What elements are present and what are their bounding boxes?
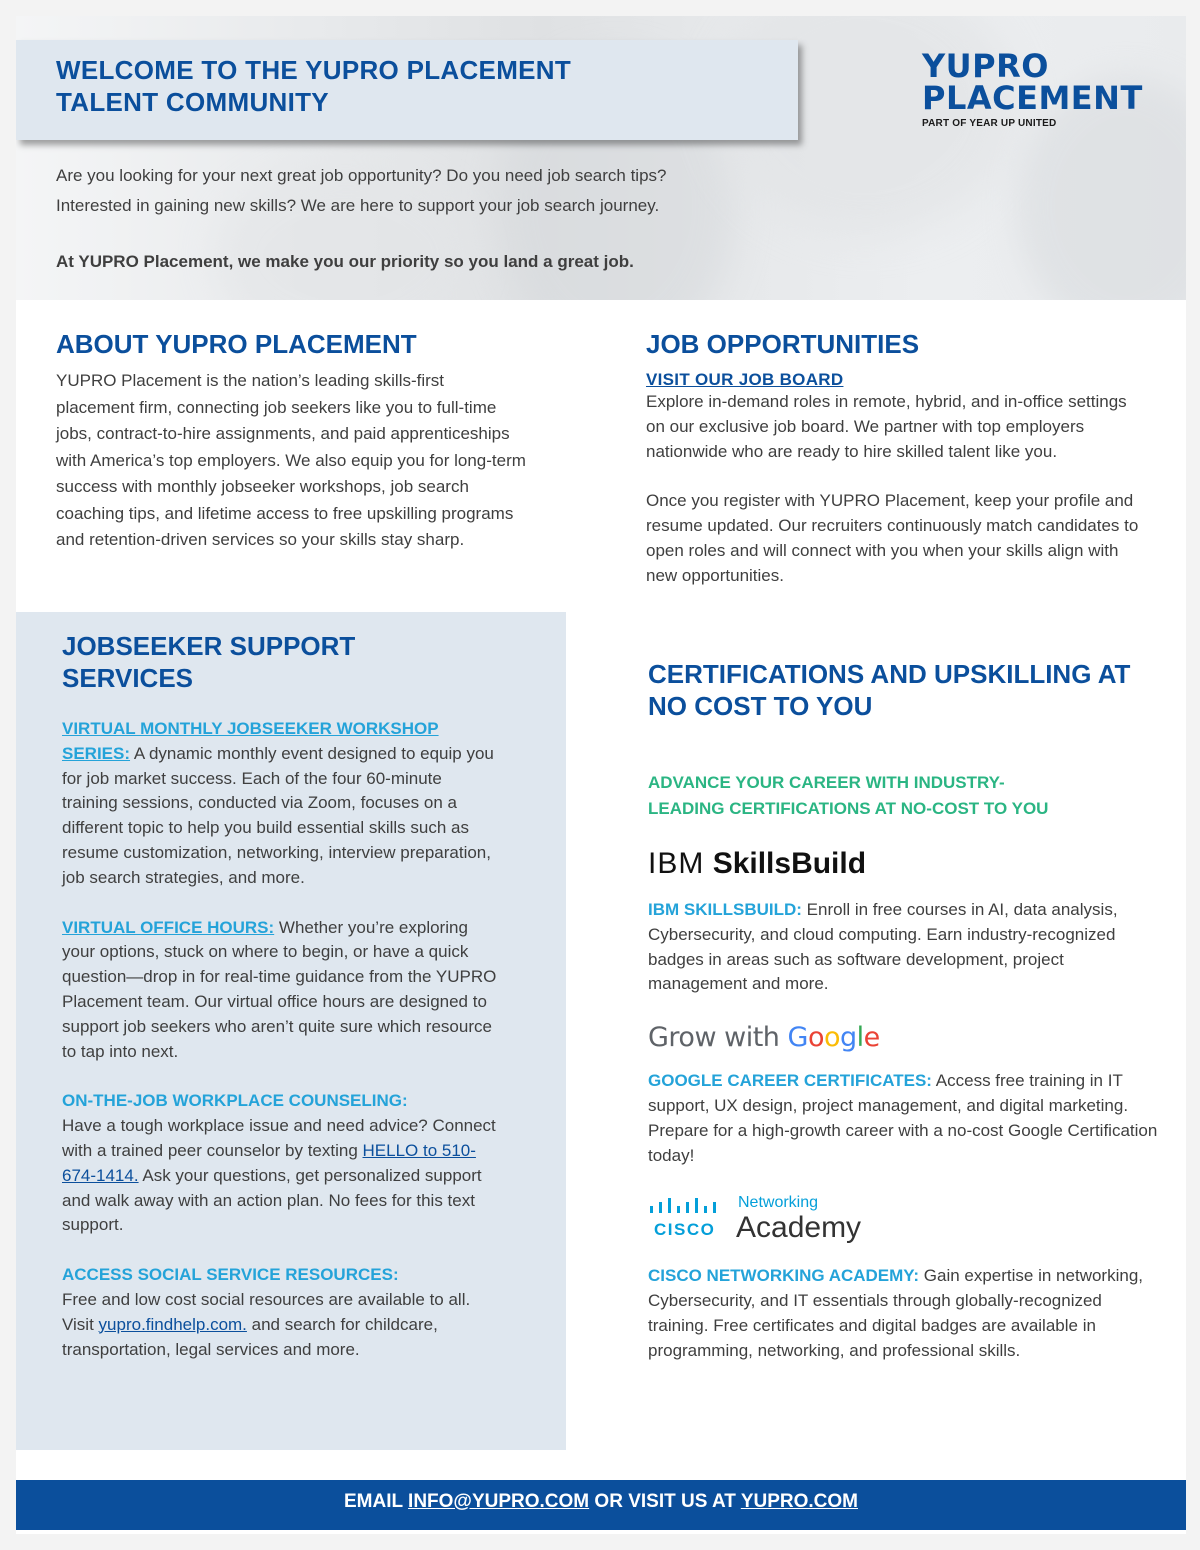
workshop-item: VIRTUAL MONTHLY JOBSEEKER WORKSHOP SERIES: A dynamic monthly event designed to equip you for job market success. Each of the four 60-minute training sessions, conducted via Zoom, focuses on a different topic to help you build essential skills such as resume customization, networking, interview preparation, job search strategies, and more. xyxy=(62,719,494,887)
page-title: WELCOME TO THE YUPRO PLACEMENT TALENT COMMUNITY xyxy=(56,55,572,117)
yupro-logo: YUPRO PLACEMENT PART OF YEAR UP UNITED xyxy=(922,50,1162,129)
google-item: GOOGLE CAREER CERTIFICATES: Access free training in IT support, UX design, project management, and digital marketing. Prepare for a high-growth career with a no-cost Google Certification today! xyxy=(648,1071,1158,1165)
intro-text: Are you looking for your next great job opportunity? Do you need job search tips? Interested in gaining new skills? We are here to support your job search journey. xyxy=(56,166,667,215)
cisco-bars-icon xyxy=(650,1198,726,1218)
jobs-heading: JOB OPPORTUNITIES xyxy=(646,329,920,359)
certs-heading: CERTIFICATIONS AND UPSKILLING AT NO COST TO YOU xyxy=(648,659,1131,721)
certs-subheading: ADVANCE YOUR CAREER WITH INDUSTRY- LEADING CERTIFICATIONS AT NO-COST TO YOU xyxy=(648,773,1049,818)
certifications-section xyxy=(648,658,1158,1364)
flyer-page xyxy=(16,16,1186,1534)
workshop-link[interactable]: VIRTUAL MONTHLY JOBSEEKER WORKSHOP SERIES: xyxy=(62,719,439,763)
office-hours-item: VIRTUAL OFFICE HOURS: Whether you’re exploring your options, stuck on where to begin, or have a quick question—drop in for real-time guidance from the YUPRO Placement team. Our virtual office hours are designed to support job seekers who aren’t quite sure which resource to tap into next. xyxy=(62,917,497,1061)
jobs-para-1: Explore in-demand roles in remote, hybrid, and in-office settings on our exclusive job board. We partner with top employers nationwide who are ready to hire skilled talent like you. xyxy=(646,392,1127,461)
priority-statement: At YUPRO Placement, we make you our priority so you land a great job. xyxy=(56,252,634,271)
cisco-item: CISCO NETWORKING ACADEMY: Gain expertise in networking, Cybersecurity, and IT essentials through globally-recognized training. Free certificates and digital badges are available in programming, networking, and professional skills. xyxy=(648,1266,1143,1360)
ibm-skillsbuild-logo: IBM SkillsBuild xyxy=(648,847,867,880)
counseling-item: ON-THE-JOB WORKPLACE COUNSELING: Have a tough workplace issue and need advice? Connect with a trained peer counselor by texting HELLO to 510-674-1414. Ask your questions, get personalized support and walk away with an action plan. No fees for this text support. xyxy=(62,1089,502,1238)
jobs-para-2: Once you register with YUPRO Placement, keep your profile and resume updated. Our recruiters continuously match candidates to open roles and will connect with you when your skills align with new opportunities. xyxy=(646,491,1139,585)
website-link[interactable]: YUPRO.COM xyxy=(740,1491,858,1512)
about-heading: ABOUT YUPRO PLACEMENT xyxy=(56,329,417,359)
support-heading: JOBSEEKER SUPPORT SERVICES xyxy=(62,631,356,693)
office-hours-link[interactable]: VIRTUAL OFFICE HOURS: xyxy=(62,917,275,937)
job-board-link[interactable]: VISIT OUR JOB BOARD xyxy=(646,370,844,389)
counseling-title: ON-THE-JOB WORKPLACE COUNSELING: xyxy=(62,1091,408,1111)
findhelp-link[interactable]: yupro.findhelp.com. xyxy=(98,1314,247,1334)
email-link[interactable]: INFO@YUPRO.COM xyxy=(408,1491,590,1512)
title-box xyxy=(16,40,798,140)
cisco-networking-academy-logo: CISCO Networking Academy xyxy=(648,1194,1158,1250)
job-opportunities-section xyxy=(646,328,1146,589)
grow-with-google-logo: Grow with Google xyxy=(648,1022,880,1054)
text-hello-link[interactable]: HELLO to 510-674-1414. xyxy=(62,1140,476,1185)
about-body: YUPRO Placement is the nation’s leading skills-first placement firm, connecting job seekers like you to full-time jobs, contract-to-hire assignments, and paid apprenticeships with America’s top employers. We also equip you for long-term success with monthly jobseeker workshops, job search coaching tips, and lifetime access to free upskilling programs and retention-driven services so your skills stay sharp. xyxy=(56,371,526,549)
social-services-item: ACCESS SOCIAL SERVICE RESOURCES: Free and low cost social resources are available to all. Visit yupro.findhelp.com. and search for childcare, transportation, legal services and more. xyxy=(62,1263,502,1362)
ibm-item: IBM SKILLSBUILD: Enroll in free courses in AI, data analysis, Cybersecurity, and cloud computing. Earn industry-recognized badges in areas such as software development, project management and more. xyxy=(648,900,1118,994)
footer-bar: EMAIL INFO@YUPRO.COM OR VISIT US AT YUPRO.COM xyxy=(16,1480,1186,1530)
logo-tagline: PART OF YEAR UP UNITED xyxy=(922,118,1057,129)
jobseeker-support-panel xyxy=(16,612,566,1450)
about-section xyxy=(56,328,526,554)
hero-banner xyxy=(16,16,1186,300)
social-services-title: ACCESS SOCIAL SERVICE RESOURCES: xyxy=(62,1265,399,1285)
